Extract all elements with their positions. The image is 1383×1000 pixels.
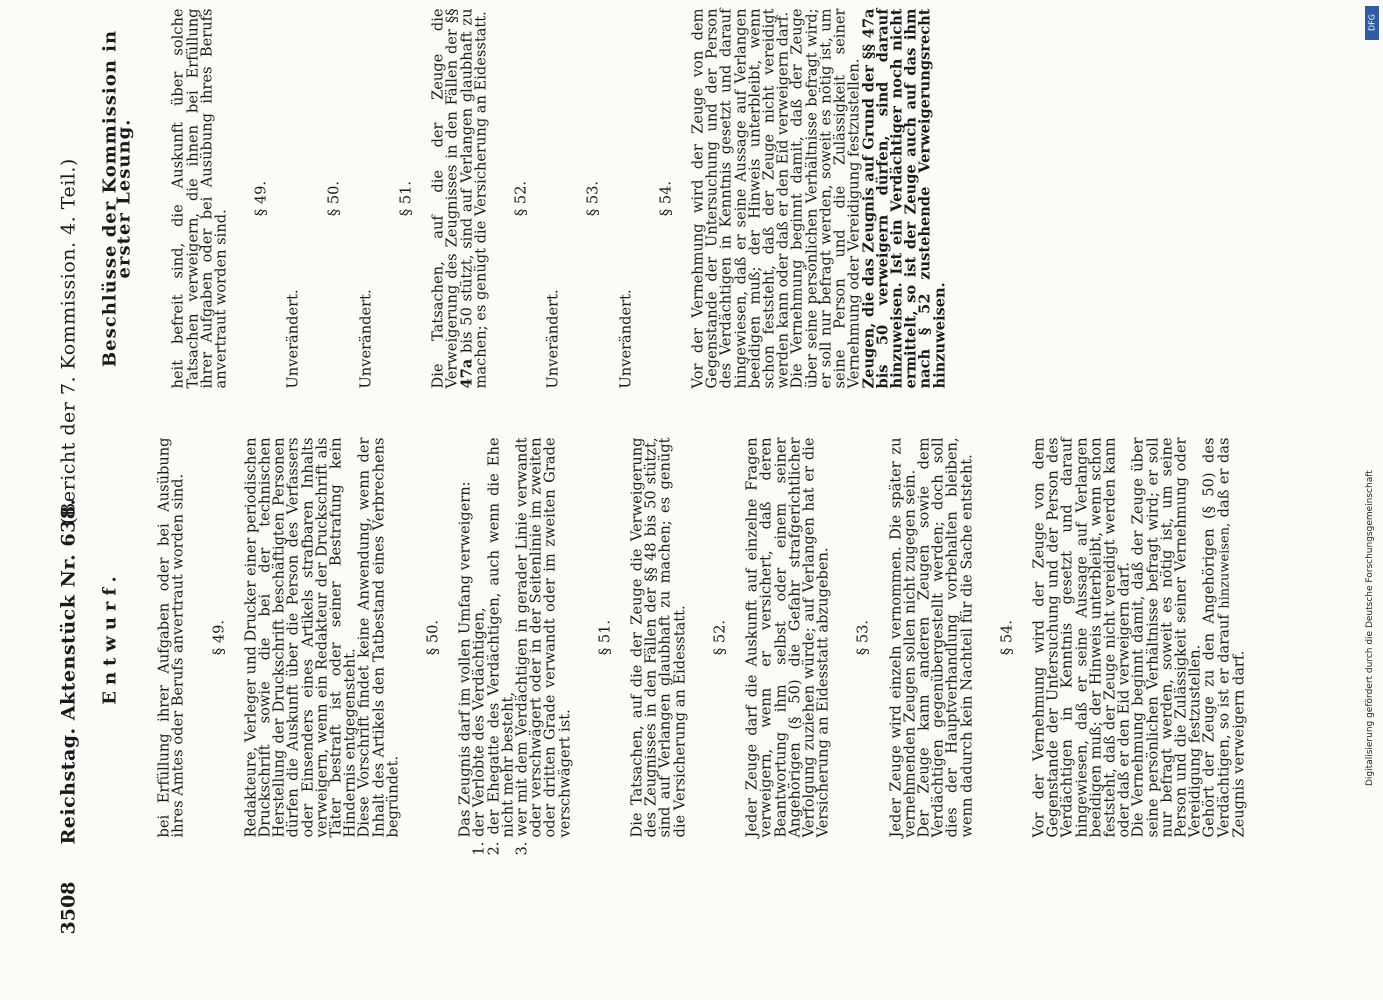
right-s54-p3: Zeugen, die das Zeugnis auf Grund der §§ 47a bis 50 verweigern dürfen, sind darauf hinzuweisen. Ist ein Verdächtiger noch nicht ermittelt, so ist der Zeuge auch auf das ihm nach § 52 zustehende Verweigerungsrecht hinzuweisen. [860, 8, 949, 389]
right-s53-text: Unverändert. [617, 289, 635, 389]
digitization-credit: Digitalisierung gefördert durch die Deutsche Forschungsgemeinschaft [1365, 470, 1375, 786]
right-heading: Beschlüsse der Kommission in erster Lesung. [99, 29, 135, 368]
left-s49-p1: Redakteure, Verleger und Drucker einer periodischen Druckschrift sowie die bei der technischen Herstellung der Druckschrift beschäftigten Personen dürfen die Auskunft über die Person des Verfassers oder Einsenders eines Artikels strafbaren Inhalts verweigern, wenn ein Redakteur der Druckschrift als Täter bestraft ist oder seiner Bestrafung kein Hindernis entgegensteht. [242, 437, 359, 838]
right-s50-text: Unverändert. [357, 289, 375, 389]
rotated-page [0, 1, 1383, 1000]
header-left-title: Reichstag. Aktenstück Nr. 638. [57, 498, 80, 845]
right-intro: heit befreit sind, die Auskunft über solche Tatsachen verweigern, die ihnen bei Erfüllung ihrer Aufgaben oder bei Ausübung ihres Berufs anvertraut worden sind. [169, 8, 230, 389]
left-s54-p1: Vor der Vernehmung wird der Zeuge von dem Gegenstande der Untersuchung und der Person des Verdächtigen in Kenntnis gesetzt und darauf hingewiesen, daß er seine Aussage auf Verlangen beeidigen muß; der Hinweis unterbleibt, wenn schon feststeht, daß der Zeuge nicht vereidigt werden kann oder daß er den Eid verweigern darf. [1030, 437, 1133, 838]
right-s53-title: § 53. [584, 180, 602, 217]
left-s50-item: 2. der Ehegatte des Verdächtigen, auch wenn die Ehe nicht mehr besteht, [485, 437, 517, 856]
left-s52-text: Jeder Zeuge darf die Auskunft auf einzelne Fragen verweigern, wenn er versichert, daß deren Beantwortung ihm selbst oder einem seiner Angehörigen (§ 50) die Gefahr strafgerichtlicher Verfolgung zuziehen würde; auf Verlangen hat er die Versicherung an Eidesstatt abzugeben. [743, 437, 832, 838]
right-s51-title: § 51. [397, 180, 415, 217]
left-s51-title: § 51. [596, 619, 614, 656]
header-right-title: (Bericht der 7. Kommission. 4. Teil.) [57, 158, 80, 525]
left-column-entwurf [99, 437, 1248, 856]
left-s53-title: § 53. [854, 619, 872, 656]
right-s51-a: Die Tatsachen, auf die der Zeuge die Verweigerung des Zeugnisses in den Fällen der §§ [429, 8, 461, 389]
left-s50-item: 3. wer mit dem Verdächtigen in gerader Linie verwandt oder verschwägert oder in der Seitenlinie im zweiten oder dritten Grade verwandt oder im zweiten Grade verschwägert ist. [513, 437, 574, 856]
left-s53-p1: Jeder Zeuge wird einzeln vernommen. Die später zu vernehmenden Zeugen sollen nicht zugegen sein. [887, 437, 919, 838]
right-s52-text: Unverändert. [544, 289, 562, 389]
dfg-badge: DFG [1365, 6, 1379, 40]
left-s54-p3-a: Gehört der Zeuge zu den Angehörigen (§ 50) des Verdächtigen, so ist er darauf [1200, 437, 1233, 838]
right-s49-title: § 49. [252, 180, 270, 217]
left-s54-p3-inserted: hinzuweisen, [1217, 522, 1233, 609]
left-s54-title: § 54. [998, 619, 1016, 656]
left-s50-item: 1. der Verlobte des Verdächtigen, [470, 607, 488, 856]
right-s51-text [429, 8, 490, 389]
left-s52-title: § 52. [711, 619, 729, 656]
right-s50-title: § 50. [325, 180, 343, 217]
right-s52-title: § 52. [512, 180, 530, 217]
left-s50-title: § 50. [424, 619, 442, 656]
left-heading: Entwurf. [99, 570, 121, 705]
left-s54-p3 [1200, 437, 1248, 838]
left-s53-p2: Der Zeuge kann anderen Zeugen sowie dem Verdächtigen gegenübergestellt werden; doch soll dies der Hauptverhandlung vorbehalten bleiben, wenn dadurch kein Nachteil für die Sache entsteht. [915, 437, 976, 838]
right-s54-p1: Vor der Vernehmung wird der Zeuge von dem Gegenstande der Untersuchung und der Person des Verdächtigen in Kenntnis gesetzt und darauf hingewiesen, daß er seine Aussage auf Verlangen beeidigen muß; der Hinweis unterbleibt, wenn schon feststeht, daß der Zeuge nicht vereidigt werden kann oder daß er den Eid verweigern darf. [689, 8, 792, 389]
right-s51-b: 47a [458, 358, 476, 389]
left-s54-p2: Die Vernehmung beginnt damit, daß der Zeuge über seine persönlichen Verhältnisse befragt wird; er soll nur befragt werden, soweit es nötig ist, um seine Person und die Zulässigkeit seiner Vernehmung oder Vereidigung festzustellen. [1129, 437, 1204, 838]
page-header [58, 67, 92, 935]
right-s51-c: bis 50 stützt, sind auf Verlangen glaubhaft zu machen; es genügt die Versicherung an Eidesstatt. [458, 8, 490, 389]
page-number: 3508 [57, 881, 80, 935]
right-s49-text: Unverändert. [284, 289, 302, 389]
left-intro: bei Erfüllung ihrer Aufgaben oder bei Ausübung ihres Amtes oder Berufs anvertraut worden sind. [155, 437, 187, 838]
left-s50-intro: Das Zeugnis darf im vollen Umfang verweigern: [456, 481, 474, 838]
left-s49-title: § 49. [210, 619, 228, 656]
left-s49-p2: Diese Vorschrift findet keine Anwendung, wenn der Inhalt des Artikels den Tatbestand eines Verbrechens begründet. [355, 437, 402, 838]
left-s51-text: Die Tatsachen, auf die der Zeuge die Verweigerung des Zeugnisses in den Fällen der §§ 48 bis 50 stützt, sind auf Verlangen glaubhaft zu machen; es genügt die Versicherung an Eidesstatt. [628, 437, 689, 838]
left-s54-p3-c: daß er das Zeugnis verweigern darf. [1215, 437, 1248, 838]
right-column-beschluesse [99, 8, 949, 389]
right-s54-p2: Die Vernehmung beginnt damit, daß der Zeuge über seine persönlichen Verhältnisse befragt wird; er soll nur befragt werden, soweit es nötig ist, um seine Person und die Zulässigkeit seiner Vernehmung oder Vereidigung festzustellen. [788, 8, 863, 389]
right-s54-title: § 54. [657, 180, 675, 217]
